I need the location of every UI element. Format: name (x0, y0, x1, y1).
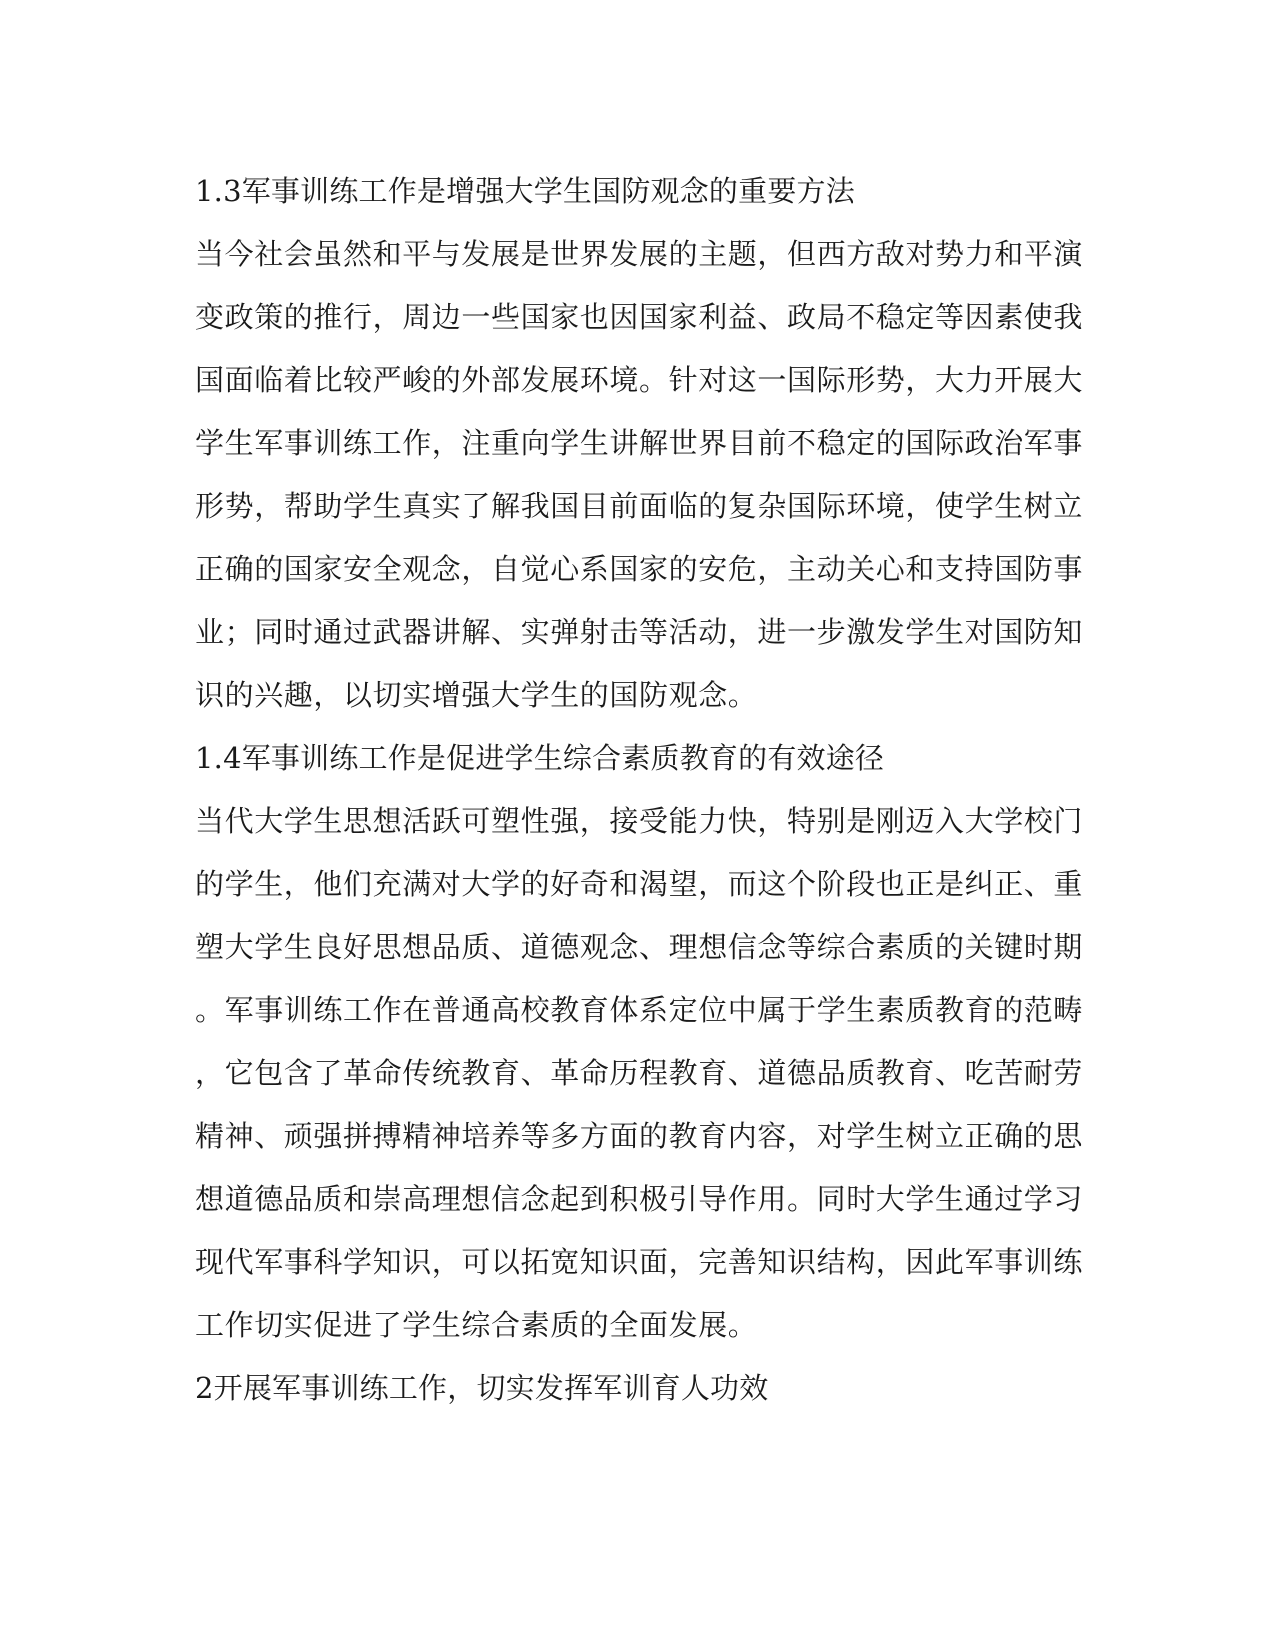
paragraph-line: 现代军事科学知识，可以拓宽知识面，完善知识结构，因此军事训练 (195, 1245, 1084, 1279)
paragraph-line: 塑大学生良好思想品质、道德观念、理想信念等综合素质的关键时期 (195, 930, 1084, 964)
paragraph-line: 变政策的推行，周边一些国家也因国家利益、政局不稳定等因素使我 (195, 300, 1084, 334)
paragraph-line: 当代大学生思想活跃可塑性强，接受能力快，特别是刚迈入大学校门 (195, 804, 1084, 838)
document-body (195, 160, 1084, 1420)
paragraph-line: 形势，帮助学生真实了解我国目前面临的复杂国际环境，使学生树立 (195, 489, 1084, 523)
paragraph-line: 学生军事训练工作，注重向学生讲解世界目前不稳定的国际政治军事 (195, 426, 1084, 460)
paragraph-line: 想道德品质和崇高理想信念起到积极引导作用。同时大学生通过学习 (195, 1182, 1084, 1216)
paragraph-line: 。军事训练工作在普通高校教育体系定位中属于学生素质教育的范畴 (195, 993, 1084, 1027)
section-heading-1-4: 1.4军事训练工作是促进学生综合素质教育的有效途径 (195, 741, 885, 775)
paragraph-line: 业；同时通过武器讲解、实弹射击等活动，进一步激发学生对国防知 (195, 615, 1084, 649)
paragraph-line: 精神、顽强拼搏精神培养等多方面的教育内容，对学生树立正确的思 (195, 1119, 1084, 1153)
paragraph-line: 国面临着比较严峻的外部发展环境。针对这一国际形势，大力开展大 (195, 363, 1084, 397)
section-heading-1-3: 1.3军事训练工作是增强大学生国防观念的重要方法 (195, 174, 855, 208)
paragraph-line: 的学生，他们充满对大学的好奇和渴望，而这个阶段也正是纠正、重 (195, 867, 1084, 901)
paragraph-line: 正确的国家安全观念，自觉心系国家的安危，主动关心和支持国防事 (195, 552, 1084, 586)
paragraph-line: 工作切实促进了学生综合素质的全面发展。 (195, 1308, 758, 1342)
paragraph-line: 识的兴趣，以切实增强大学生的国防观念。 (195, 678, 758, 712)
paragraph-line: 当今社会虽然和平与发展是世界发展的主题，但西方敌对势力和平演 (195, 237, 1084, 271)
paragraph-line: ，它包含了革命传统教育、革命历程教育、道德品质教育、吃苦耐劳 (195, 1056, 1084, 1090)
section-heading-2: 2开展军事训练工作，切实发挥军训育人功效 (195, 1371, 769, 1405)
